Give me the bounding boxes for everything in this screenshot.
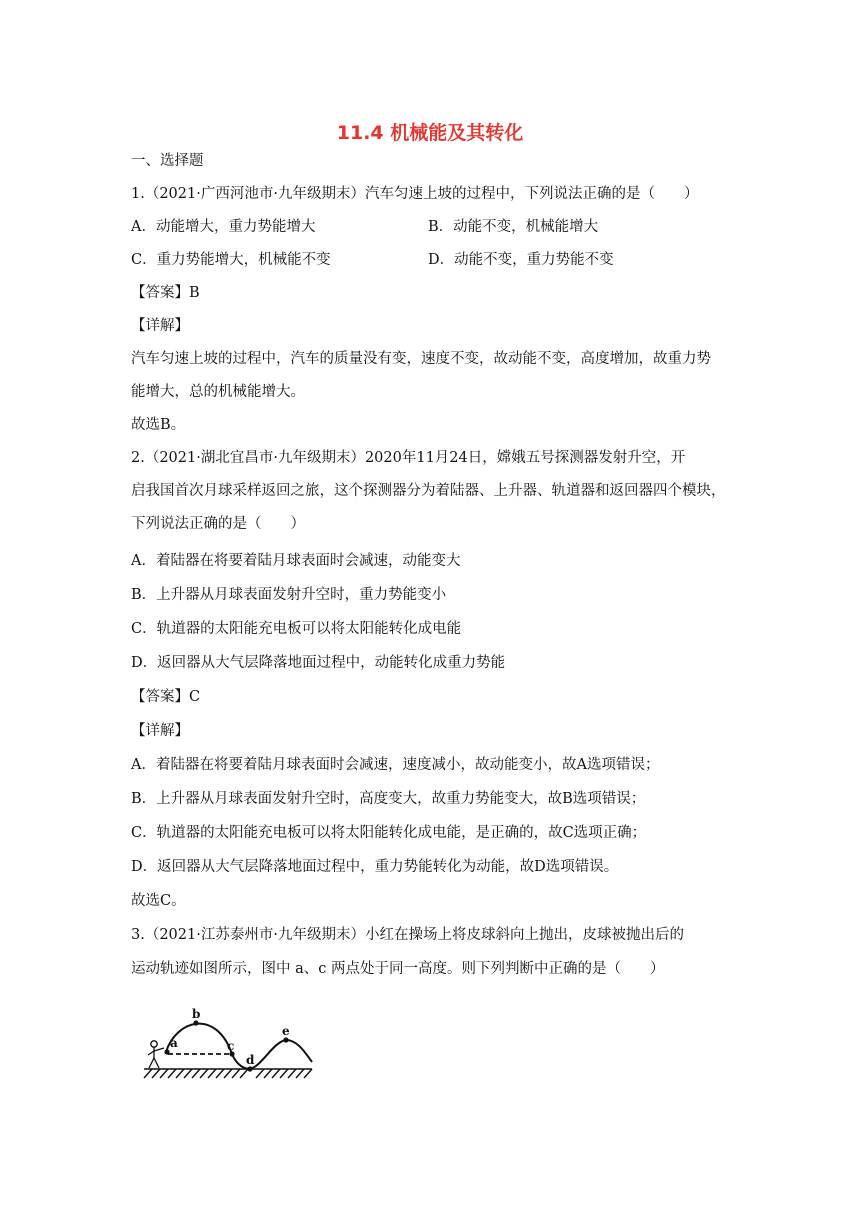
q3-stem-line-1: 3.（2021·江苏泰州市·九年级期末）小红在操场上将皮球斜向上抛出，皮球被抛出后的 xyxy=(131,927,684,943)
label-c: c xyxy=(227,1039,235,1053)
label-d: d xyxy=(246,1053,255,1067)
q1-stem: 1.（2021·广西河池市·九年级期末）汽车匀速上坡的过程中，下列说法正确的是（ ） xyxy=(131,186,699,202)
q2-detail-line-2: B．上升器从月球表面发射升空时，高度变大，故重力势能变大，故B选项错误； xyxy=(131,791,646,807)
q2-detail-line-1: A．着陆器在将要着陆月球表面时会减速，速度减小，故动能变小，故A选项错误； xyxy=(131,757,660,773)
ground xyxy=(144,1069,312,1078)
trajectory-curve xyxy=(166,1024,312,1069)
q1-option-d: D．动能不变，重力势能不变 xyxy=(428,252,614,268)
section-heading: 一、选择题 xyxy=(131,153,204,169)
q2-option-c: C．轨道器的太阳能充电板可以将太阳能转化成电能 xyxy=(131,621,462,637)
q2-option-b: B．上升器从月球表面发射升空时，重力势能变小 xyxy=(131,587,447,603)
q2-option-d: D．返回器从大气层降落地面过程中，动能转化成重力势能 xyxy=(131,655,506,671)
point-e-marker xyxy=(283,1037,288,1042)
label-e: e xyxy=(282,1024,290,1038)
q2-stem-line-1: 2.（2021·湖北宜昌市·九年级期末）2020年11月24日，嫦娥五号探测器发射升空，开 xyxy=(131,450,686,466)
q2-stem-line-2: 启我国首次月球采样返回之旅，这个探测器分为着陆器、上升器、轨道器和返回器四个模块， xyxy=(131,483,726,499)
q1-option-c: C．重力势能增大，机械能不变 xyxy=(131,252,331,268)
q2-detail-line-3: C．轨道器的太阳能充电板可以将太阳能转化成电能，是正确的，故C选项正确； xyxy=(131,825,647,841)
q1-detail-line-2: 能增大，总的机械能增大。 xyxy=(131,384,305,400)
q1-option-a: A．动能增大，重力势能增大 xyxy=(131,219,316,235)
point-b-marker xyxy=(193,1020,198,1025)
ball-trajectory-figure xyxy=(132,1008,318,1080)
q2-detail-line-4: D．返回器从大气层降落地面过程中，重力势能转化为动能，故D选项错误。 xyxy=(131,859,619,875)
q1-option-b: B．动能不变，机械能增大 xyxy=(428,219,599,235)
q2-option-a: A．着陆器在将要着陆月球表面时会减速，动能变大 xyxy=(131,553,461,569)
stick-figure xyxy=(148,1041,164,1068)
point-a-marker xyxy=(164,1049,169,1054)
label-a: a xyxy=(170,1036,178,1050)
q2-answer: 【答案】C xyxy=(131,689,201,705)
q2-detail-label: 【详解】 xyxy=(131,723,189,739)
page-title: 11.4 机械能及其转化 xyxy=(336,122,524,144)
point-d-marker xyxy=(247,1066,252,1071)
q1-answer: 【答案】B xyxy=(131,285,200,301)
label-b: b xyxy=(192,1008,201,1021)
q2-stem-line-3: 下列说法正确的是（ ） xyxy=(131,516,305,532)
q1-detail-label: 【详解】 xyxy=(131,318,189,334)
q1-detail-line-1: 汽车匀速上坡的过程中，汽车的质量没有变，速度不变，故动能不变，高度增加，故重力势 xyxy=(131,351,711,367)
q1-conclusion: 故选B。 xyxy=(131,417,186,433)
q2-conclusion: 故选C。 xyxy=(131,893,186,909)
q3-stem-line-2: 运动轨迹如图所示，图中 a、c 两点处于同一高度。则下列判断中正确的是（ ） xyxy=(131,961,665,977)
